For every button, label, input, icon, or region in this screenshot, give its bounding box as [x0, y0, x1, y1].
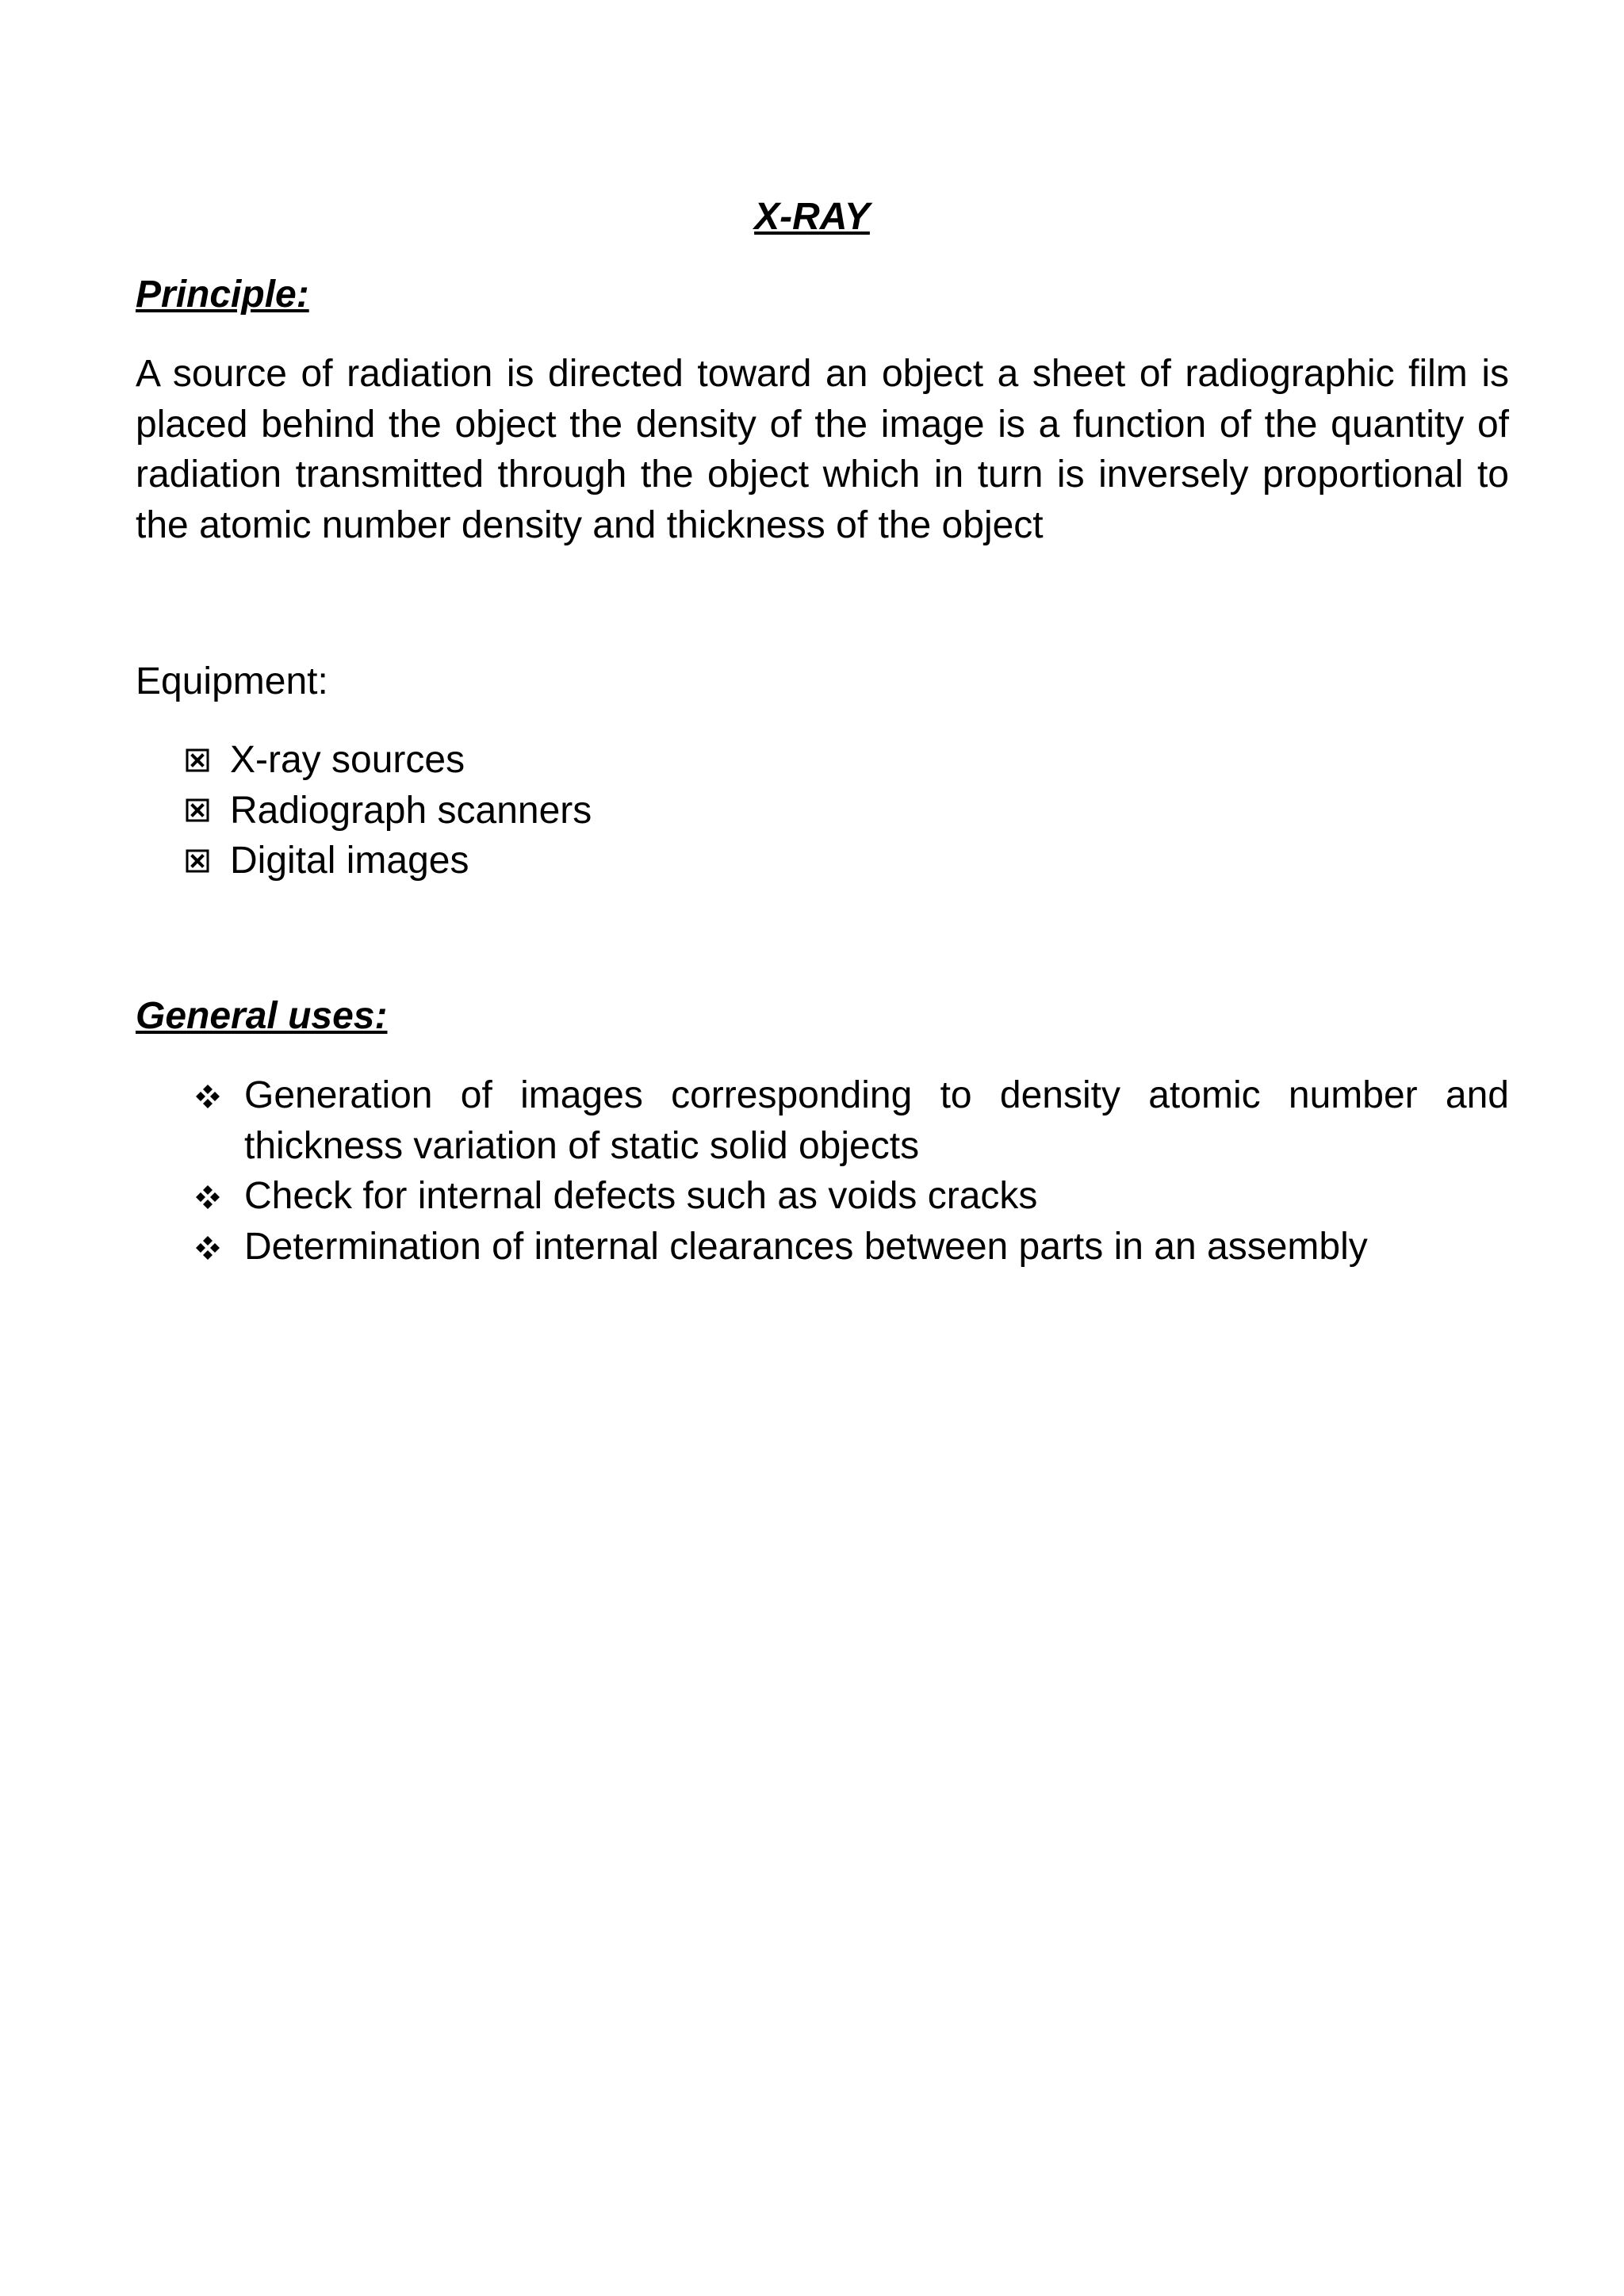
page-title: X-RAY — [754, 196, 870, 238]
general-use-item — [195, 1070, 1509, 1171]
general-use-text: Determination of internal clearances between parts in an assembly — [244, 1225, 1368, 1268]
equipment-item-label: Radiograph scanners — [230, 789, 592, 832]
general-use-item — [195, 1171, 1509, 1222]
principle-heading: Principle: — [136, 274, 309, 316]
checkbox-x-icon — [186, 798, 209, 822]
equipment-item — [186, 786, 592, 836]
four-diamond-icon — [195, 1084, 220, 1109]
equipment-label: Equipment: — [136, 660, 328, 702]
equipment-item — [186, 836, 592, 886]
equipment-list — [186, 735, 592, 886]
equipment-item-label: Digital images — [230, 840, 469, 882]
equipment-item-label: X-ray sources — [230, 739, 465, 782]
four-diamond-icon — [195, 1235, 220, 1261]
four-diamond-icon — [195, 1184, 220, 1210]
equipment-item — [186, 735, 592, 786]
general-use-item — [195, 1222, 1509, 1272]
general-use-text: Generation of images corresponding to density atomic number and thickness variation of static solid objects — [244, 1074, 1509, 1167]
general-use-text: Check for internal defects such as voids cracks — [244, 1175, 1038, 1217]
general-uses-heading: General uses: — [136, 995, 388, 1037]
general-uses-list — [195, 1070, 1509, 1272]
checkbox-x-icon — [186, 748, 209, 772]
checkbox-x-icon — [186, 849, 209, 873]
principle-paragraph: A source of radiation is directed toward an object a sheet of radiographic film is placed behind the object the density of the image is a function of the quantity of radiation transmitted through the object which in turn is inversely proportional to the atomic number density and thickness of the object — [136, 353, 1509, 546]
